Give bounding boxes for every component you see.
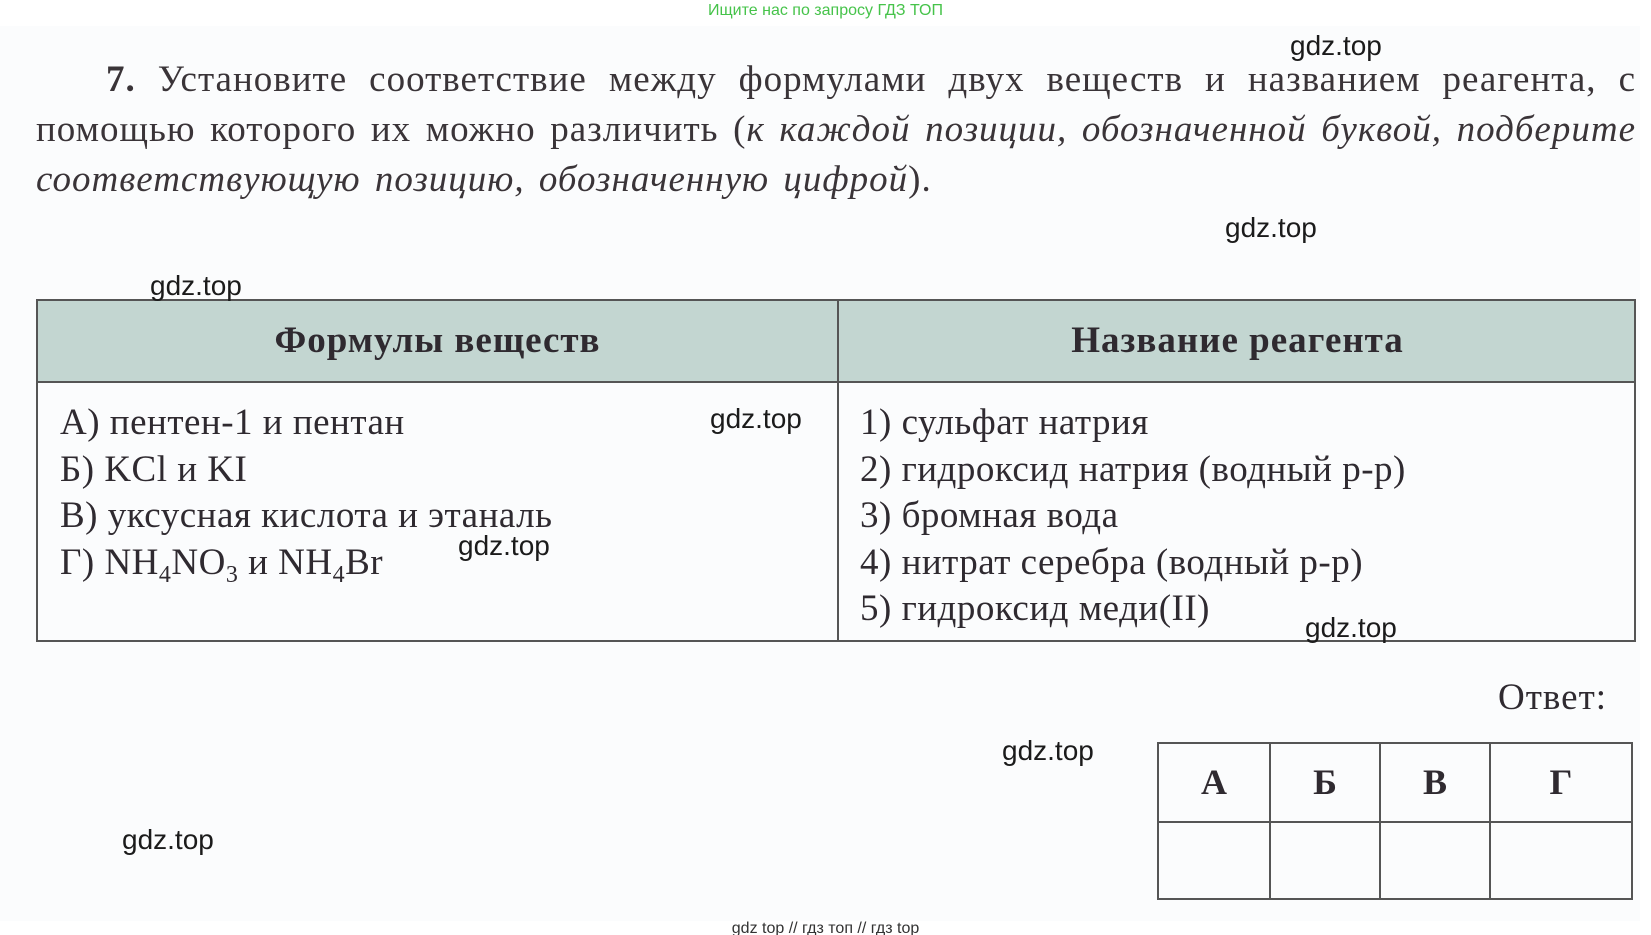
task-end: ). xyxy=(908,159,932,200)
header-formulas: Формулы веществ xyxy=(274,320,601,361)
reagent-item-1: 1) сульфат натрия xyxy=(860,402,1149,443)
task-number: 7. xyxy=(106,59,136,100)
formula-item-g: Г) $NH_4NO_3$ и $NH_4Br$ xyxy=(60,541,384,588)
formula-item-v: В) уксусная кислота и этаналь xyxy=(60,495,553,536)
matching-table xyxy=(36,299,1636,642)
watermark: gdz.top xyxy=(1225,212,1317,243)
watermark: gdz.top xyxy=(1305,612,1397,643)
answer-label: Ответ: xyxy=(1498,677,1608,718)
answer-cell-b[interactable] xyxy=(1271,823,1379,898)
answer-header-b: Б xyxy=(1313,762,1337,802)
task-instruction: к каждой позиции, обозначенной буквой, подберите соответствующую позицию, обозначенную цифрой xyxy=(36,109,1636,200)
task-statement: Установите соответствие между формулами двух веществ и названием реагента, с помощью которого их можно различить ( xyxy=(36,59,1636,150)
reagent-item-4: 4) нитрат серебра (водный р-р) xyxy=(860,541,1364,583)
watermark: gdz.top xyxy=(122,824,214,855)
watermark: gdz.top xyxy=(1002,735,1094,766)
answer-header-g: Г xyxy=(1549,762,1573,802)
watermark: gdz.top xyxy=(1290,30,1382,61)
footer-watermark: gdz top // гдз топ // гдз top xyxy=(731,920,920,935)
reagent-item-3: 3) бромная вода xyxy=(860,495,1119,536)
watermark: gdz.top xyxy=(458,530,550,561)
task-text xyxy=(36,55,1636,205)
top-banner: Ищите нас по запросу ГДЗ ТОП xyxy=(708,2,943,19)
formula-item-b: Б) KCl и KI xyxy=(60,448,248,490)
answer-cell-v[interactable] xyxy=(1381,823,1489,898)
watermark: gdz.top xyxy=(710,403,802,434)
formula-item-a: А) пентен-1 и пентан xyxy=(60,402,405,443)
answer-cell-g[interactable] xyxy=(1491,823,1631,898)
answer-cell-a[interactable] xyxy=(1159,823,1269,898)
answer-header-a: А xyxy=(1201,762,1227,802)
watermark: gdz.top xyxy=(150,270,242,301)
reagents-list xyxy=(860,400,1406,633)
reagent-item-2: 2) гидроксид натрия (водный р-р) xyxy=(860,448,1406,490)
reagent-item-5: 5) гидроксид меди(II) xyxy=(860,588,1210,629)
answer-table xyxy=(1157,742,1633,900)
header-reagents: Название реагента xyxy=(1071,320,1404,361)
answer-header-v: В xyxy=(1422,762,1447,802)
